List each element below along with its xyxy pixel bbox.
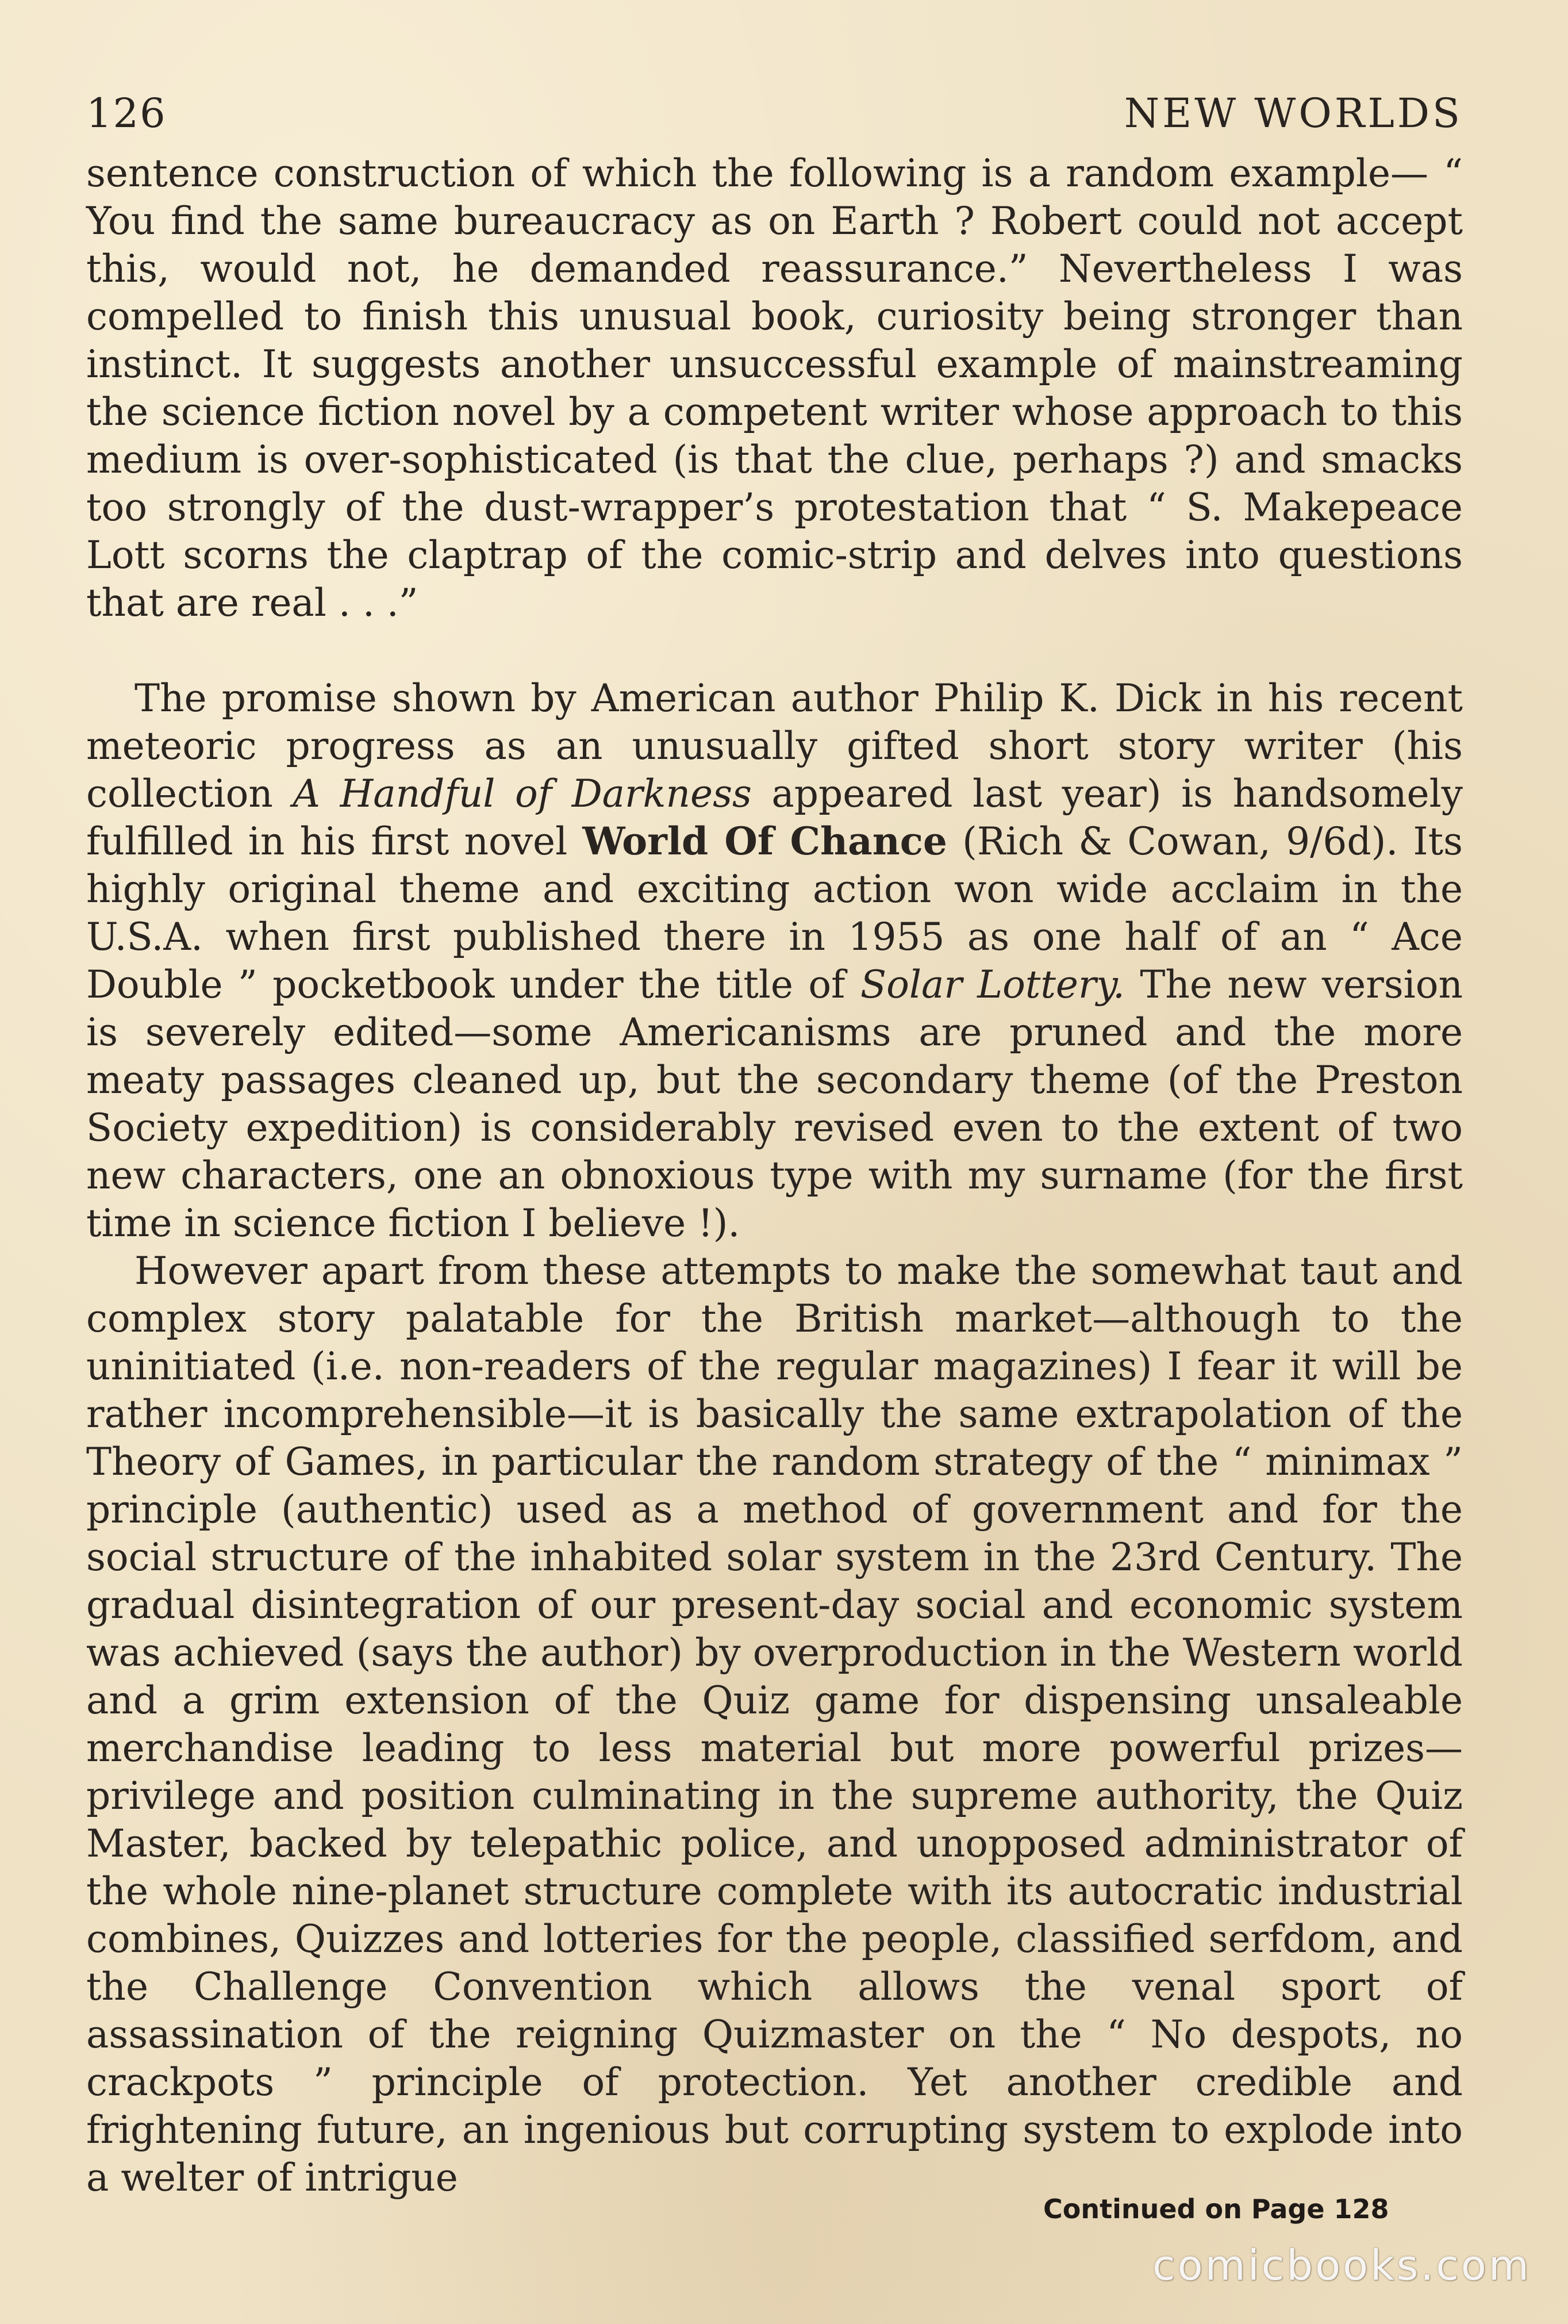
paragraph-text: The new version is severely edited—some Americanisms are pruned and the more meaty passages cleaned up, but the secondary theme (of the Preston Society expedition) is considerably revised even to the extent of two new characters, one an obnoxious type with my surname (for the first time in science fiction I believe !).	[86, 962, 1463, 1245]
paragraph-text: (Rich & Cowan, 9/6d). Its highly original theme and exciting action won wide acclaim in the U.S.A. when first published there in 1955 as one half of an “ Ace Double ” pocketbook under the title of	[86, 819, 1463, 1007]
page-number: 126	[86, 90, 167, 137]
magazine-title: NEW WORLDS	[1124, 90, 1463, 137]
book-title-world-of-chance: World Of Chance	[582, 819, 947, 864]
paragraph-text: The promise shown by American author Philip K. Dick in his recent meteoric progress as an unusually gifted short story writer (his collection	[86, 676, 1463, 816]
paragraph-text: appeared last year) is handsomely fulfilled in his first novel	[86, 772, 1463, 864]
paragraph-theory-of-games: However apart from these attempts to make the somewhat taut and complex story palatable for the British market—although to the uninitiated (i.e. non-readers of the regular magazines) I fear it will be rather incomprehensible—it is basically the same extrapolation of the Theory of Games, in particular the random strategy of the “ minimax ” principle (authentic) used as a method of government and for the social structure of the inhabited solar system in the 23rd Century. The gradual disintegration of our present-day social and economic system was achieved (says the author) by overproduction in the Western world and a grim extension of the Quiz game for dispensing unsaleable merchandise leading to less material but more powerful prizes—privilege and position culminating in the supreme authority, the Quiz Master, backed by telepathic police, and unopposed administrator of the whole nine-planet structure complete with its autocratic industrial combines, Quizzes and lotteries for the people, classified serfdom, and the Challenge Convention which allows the venal sport of assassination of the reigning Quizmaster on the “ No despots, no crackpots ” principle of protection. Yet another credible and frightening future, an ingenious but corrupting system to explode into a welter of intrigue	[86, 1249, 1463, 2200]
watermark: comicbooks.com	[1152, 2241, 1532, 2290]
book-title-handful-of-darkness: A Handful of Darkness	[293, 772, 752, 816]
running-head	[86, 86, 1463, 149]
paragraph-continuation: sentence construction of which the following is a random example— “ You find the same bureaucracy as on Earth ? Robert could not accept this, would not, he demanded reassurance.” Nevertheless I was compelled to finish this unusual book, curiosity being stronger than instinct. It suggests another unsuccessful example of mainstreaming the science fiction novel by a competent writer whose approach to this medium is over-sophisticated (is that the clue, perhaps ?) and smacks too strongly of the dust-wrapper’s protestation that “ S. Makepeace Lott scorns the claptrap of the comic-strip and delves into questions that are real . . .”	[86, 151, 1463, 625]
page	[86, 86, 1463, 2271]
article-body	[86, 149, 1463, 2202]
continued-notice: Continued on Page 128	[1043, 2193, 1389, 2225]
book-title-solar-lottery: Solar Lottery.	[860, 962, 1125, 1007]
paragraph-philip-k-dick	[86, 674, 1463, 1247]
